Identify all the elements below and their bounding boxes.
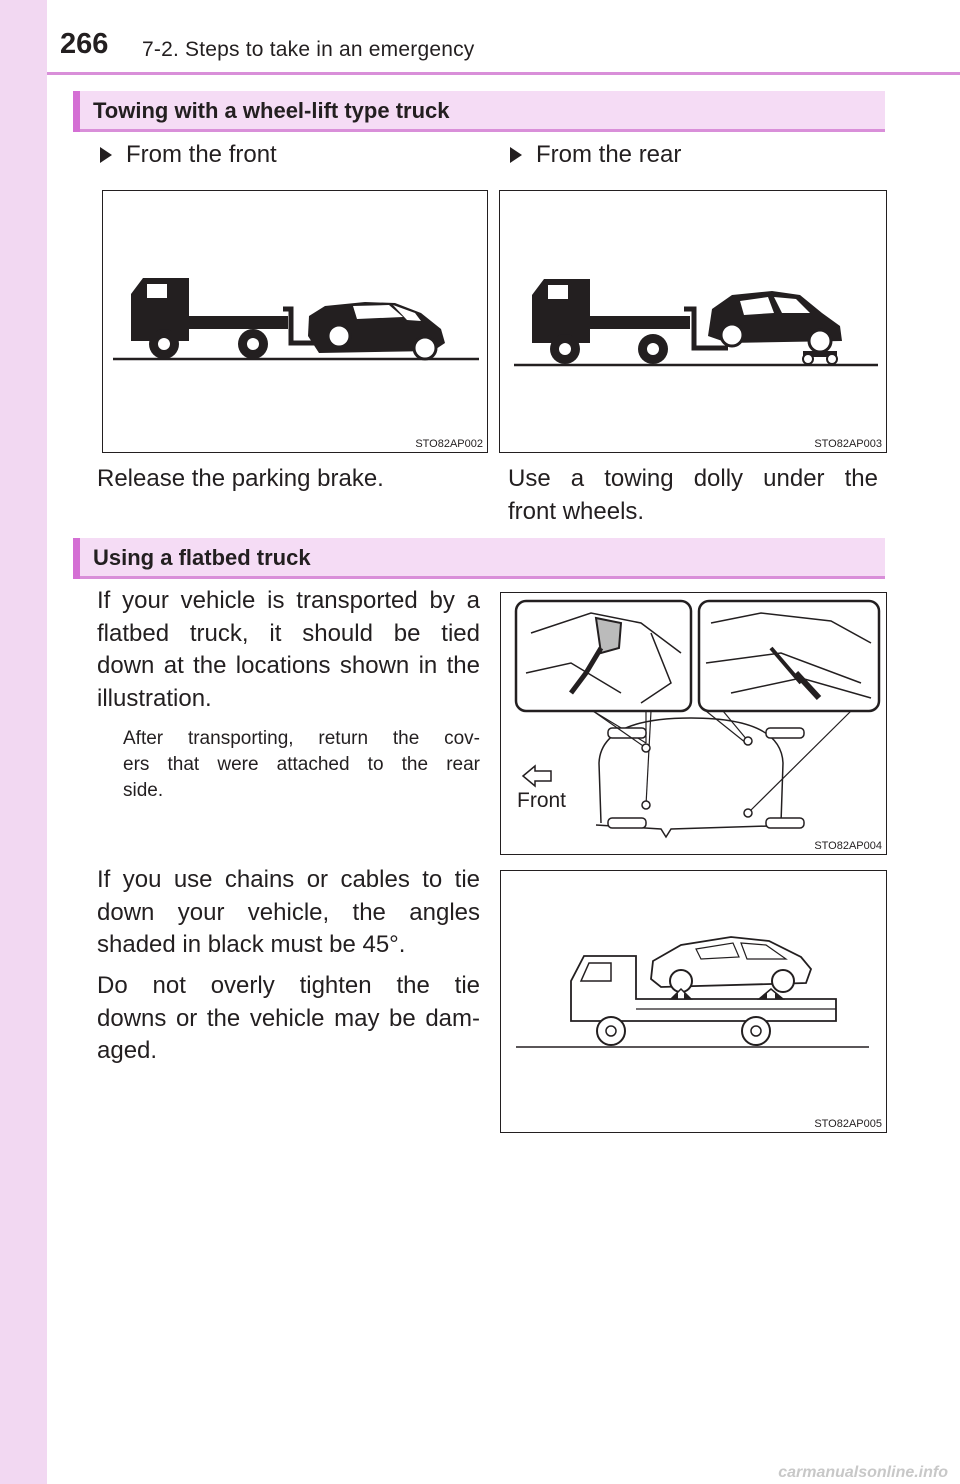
paragraph-tie-down-locations: If your vehicle is transported by a flatbed truck, it should be tied down at the locations shown in the illustration. [97, 587, 480, 712]
header-rule [47, 72, 960, 75]
subheading-front: From the front [100, 141, 277, 169]
section-title: Towing with a wheel-lift type truck [93, 98, 450, 123]
caption-front: Release the parking brake. [97, 465, 384, 492]
tow-truck-rear-illustration [500, 191, 886, 452]
chapter-title: 7-2. Steps to take in an emergency [142, 38, 475, 61]
subheading-rear: From the rear [510, 141, 681, 169]
figure-code: STO82AP004 [814, 840, 882, 852]
figure-code: STO82AP003 [814, 438, 882, 450]
figure-tie-down-locations [500, 592, 887, 855]
note-return-covers: After transporting, return the cov- ers that were attached to the rear side. [123, 728, 480, 801]
figure-code: STO82AP005 [814, 1118, 882, 1130]
sidebar-tab [0, 0, 47, 1484]
watermark: carmanualsonline.info [778, 1464, 948, 1481]
figure-tow-front [102, 190, 488, 453]
section-heading-flatbed [73, 538, 885, 579]
section-title: Using a flatbed truck [93, 545, 311, 570]
page-number: 266 [60, 28, 109, 60]
paragraph-do-not-overtighten: Do not overly tighten the tie downs or the vehicle may be dam- aged. [97, 972, 480, 1064]
tow-truck-front-illustration [103, 191, 487, 452]
triangle-bullet-icon [510, 147, 522, 163]
figure-tow-rear [499, 190, 887, 453]
flatbed-truck-illustration [501, 871, 886, 1132]
paragraph-chain-angles: If you use chains or cables to tie down your vehicle, the angles shaded in black must be 45°. [97, 866, 480, 958]
figure-code: STO82AP002 [415, 438, 483, 450]
figure-flatbed-truck [500, 870, 887, 1133]
front-direction-label: Front [517, 789, 567, 812]
section-heading-wheel-lift [73, 91, 885, 132]
triangle-bullet-icon [100, 147, 112, 163]
caption-rear: Use a towing dolly under the front wheels. [508, 465, 878, 525]
tie-down-points-illustration [501, 593, 886, 854]
